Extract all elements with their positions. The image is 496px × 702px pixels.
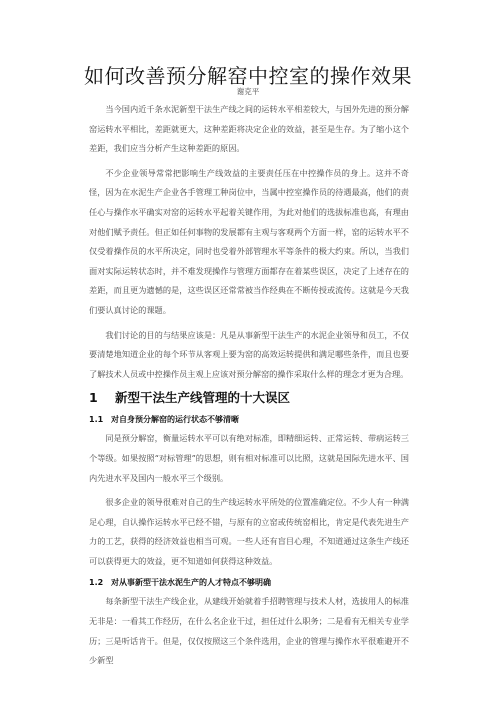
paragraph: 同是预分解窑，衡量运转水平可以有绝对标准，即精细运转、正常运转、带病运转三个等级。如果按照“对标管理”的思想，则有相对标准可以比照，这就是国际先进水平、国内先进水平及国内一般水平三个级别。 xyxy=(89,433,409,483)
paragraph: 每条新型干法生产线企业，从建线开始就着手招聘管理与技术人材，选拔用人的标准无非是：一看其工作经历，在什么名企业干过，担任过什么职务；二是看有无相关专业学历；三是听话肯干。但是，仅仅按照这三个条件选用，企业的管理与操作水平很难避开不少新型 xyxy=(89,596,409,666)
subsection-number: 1.1 xyxy=(89,415,104,425)
paragraph: 不少企业领导常常把影响生产线效益的主要责任压在中控操作员的身上。这并不奇怪，因为在水泥生产企业各手管理工种岗位中，当属中控室操作员的待遇最高，他们的责任心与操作水平确实对窑的运转水平起着关键作用，为此对他们的选拔标准也高，有理由对他们赋予责任。但正如任何事物的发展都有主观与客观两个方面一样，窑的运转水平不仅受着操作员的水平所决定，同时也受着外部管理水平等条件的极大约束。所以，当我们面对实际运转状态时，并不难发现操作与管理方面都存在着某些误区，决定了上述存在的差距，而且更为遗憾的是，这些误区还常常被当作经典在不断传授或流传。这就是今天我们要认真讨论的课题。 xyxy=(89,167,409,315)
author-name: 谢克平 xyxy=(236,87,260,96)
paragraph: 很多企业的领导很难对自己的生产线运转水平所处的位置准确定位。不少人有一种满足心理，自认操作运转水平已经不错，与原有的立窑或传统窑相比，肯定是代表先进生产力的工艺，获得的经济效益也相当可观。一些人还有盲目心理，不知道通过这条生产线还可以获得更大的效益，更不知道如何获得这种效益。 xyxy=(89,497,409,566)
section-number: 1 xyxy=(89,390,98,406)
subsection-title: 对从事新型干法水泥生产的人才特点不够明确 xyxy=(111,578,271,588)
document-title: 如何改善预分解窑中控室的操作效果 xyxy=(84,64,412,88)
paragraph: 我们讨论的目的与结果应该是：凡是从事新型干法生产的水泥企业领导和员工，不仅要清楚地知道企业的每个环节从客观上要为窑的高效运转提供和满足哪些条件，而且也要了解技术人员或中控操作员主观上应该对预分解窑的操作采取什么样的理念才更为合理。 xyxy=(89,329,409,379)
document-body xyxy=(89,100,409,676)
subsection-number: 1.2 xyxy=(89,578,104,588)
section-title: 新型干法生产线管理的十大误区 xyxy=(115,390,291,406)
subsection-heading xyxy=(89,413,409,427)
paragraph: 当今国内近千条水泥新型干法生产线之间的运转水平相差较大，与国外先进的预分解窑运转水平相比，差距就更大，这种差距将决定企业的效益，甚至是生存。为了缩小这个差距，我们应当分析产生这种差距的原因。 xyxy=(89,104,409,154)
subsection-heading xyxy=(89,576,409,590)
section-heading xyxy=(89,389,409,407)
subsection-title: 对自身预分解窑的运行状态不够清晰 xyxy=(111,415,239,425)
